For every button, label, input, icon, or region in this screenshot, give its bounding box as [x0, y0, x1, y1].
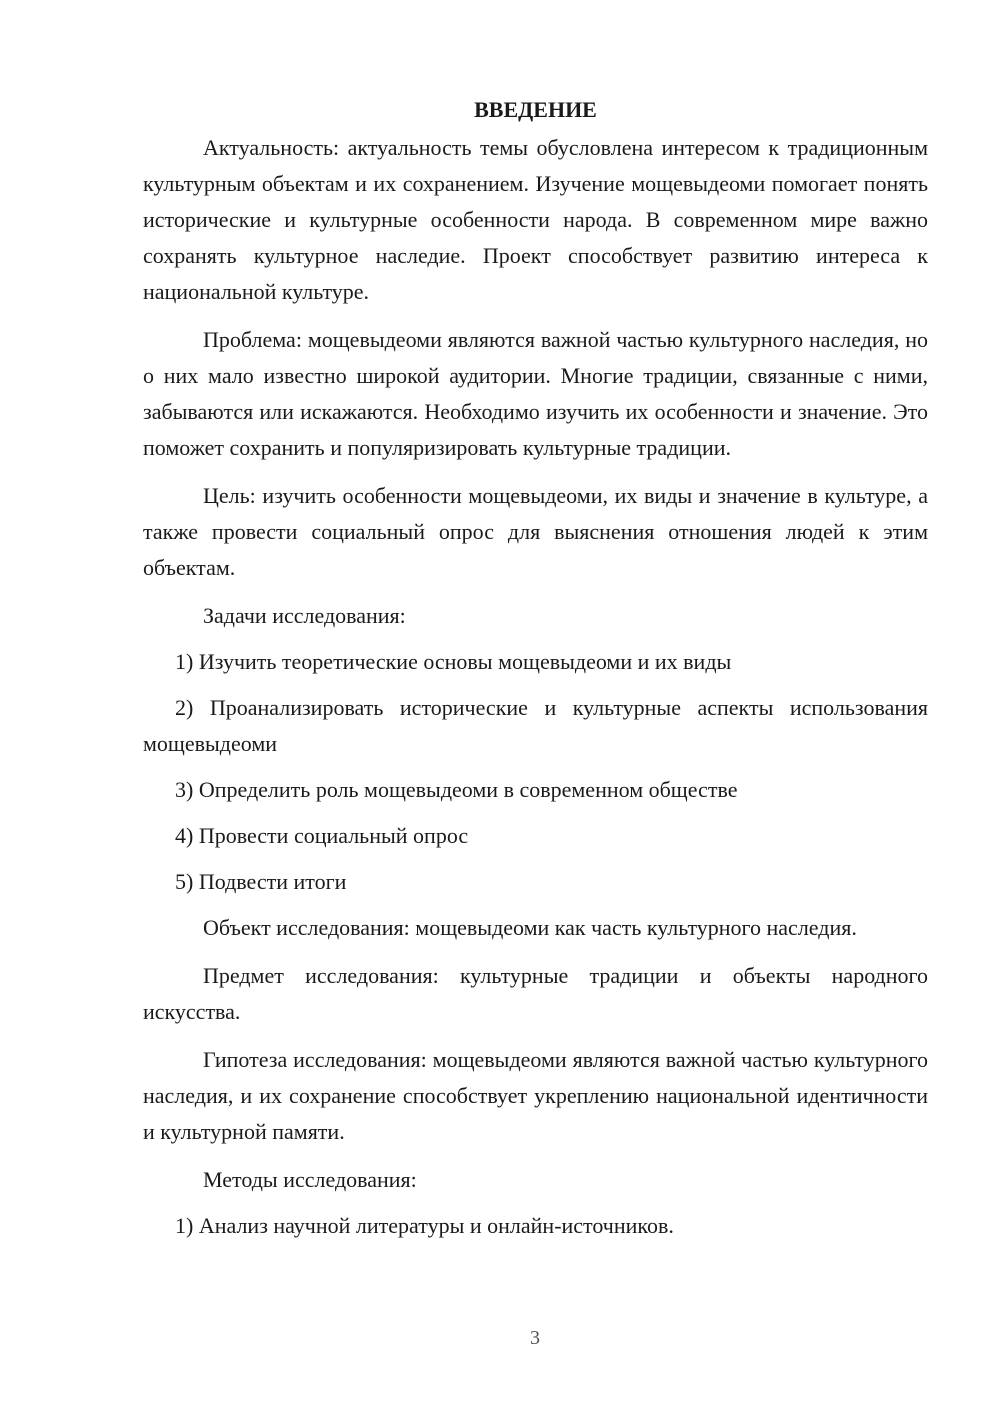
task-item-2: 2) Проанализировать исторические и культурные аспекты использования мощевыдеоми: [143, 695, 928, 756]
task-item-3: 3) Определить роль мощевыдеоми в современном обществе: [175, 777, 738, 802]
page-number: 3: [530, 1327, 540, 1349]
hypothesis-paragraph: Гипотеза исследования: мощевыдеоми являются важной частью культурного наследия, и их сохранение способствует укреплению национальной идентичности и культурной памяти.: [143, 1047, 928, 1144]
subject-paragraph: Предмет исследования: культурные традиции и объекты народного искусства.: [143, 963, 928, 1024]
relevance-paragraph: Актуальность: актуальность темы обусловлена интересом к традиционным культурным объектам и их сохранением. Изучение мощевыдеоми помогает понять исторические и культурные особенности народа. В современном мире важно сохранять культурное наследие. Проект способствует развитию интереса к национальной культуре.: [143, 135, 928, 304]
task-item-5: 5) Подвести итоги: [175, 869, 347, 894]
tasks-heading: Задачи исследования:: [203, 603, 406, 628]
document-title: ВВЕДЕНИЕ: [474, 97, 597, 122]
methods-heading: Методы исследования:: [203, 1167, 417, 1192]
document-page: [143, 92, 928, 1254]
method-item-1: 1) Анализ научной литературы и онлайн-источников.: [175, 1213, 674, 1238]
task-item-1: 1) Изучить теоретические основы мощевыдеоми и их виды: [175, 649, 732, 674]
problem-paragraph: Проблема: мощевыдеоми являются важной частью культурного наследия, но о них мало известно широкой аудитории. Многие традиции, связанные с ними, забываются или искажаются. Необходимо изучить их особенности и значение. Это поможет сохранить и популяризировать культурные традиции.: [143, 327, 928, 460]
goal-paragraph: Цель: изучить особенности мощевыдеоми, их виды и значение в культуре, а также провести социальный опрос для выяснения отношения людей к этим объектам.: [143, 483, 928, 580]
object-paragraph: Объект исследования: мощевыдеоми как часть культурного наследия.: [203, 915, 857, 940]
task-item-4: 4) Провести социальный опрос: [175, 823, 469, 848]
